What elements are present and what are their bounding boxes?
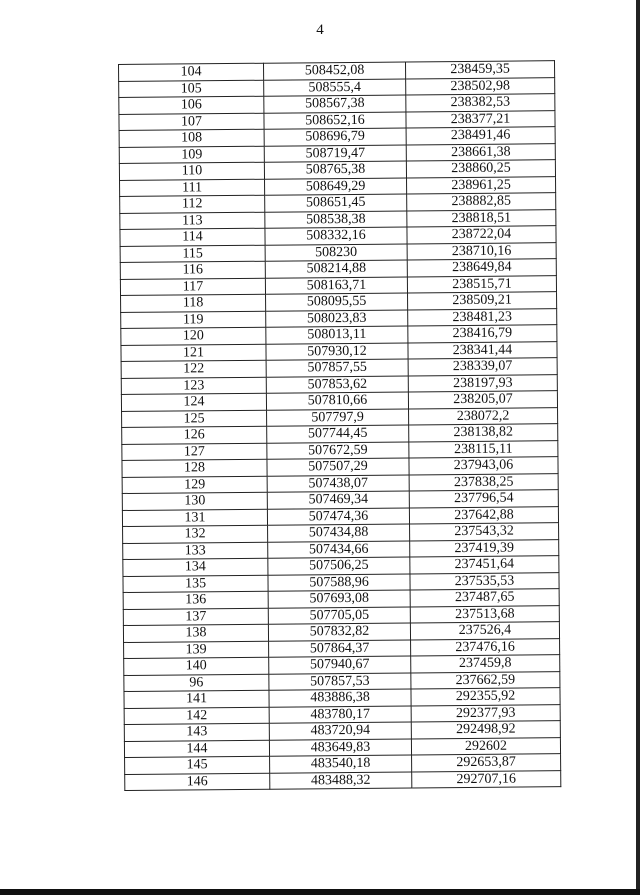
x-coordinate-cell: 508765,38 — [264, 161, 406, 179]
point-number-cell: 119 — [121, 311, 266, 329]
point-number-cell: 142 — [124, 707, 269, 725]
point-number-cell: 107 — [119, 113, 264, 131]
point-number-cell: 130 — [122, 492, 267, 510]
y-coordinate-cell: 237487,65 — [410, 589, 559, 607]
y-coordinate-cell: 237513,68 — [410, 605, 559, 623]
y-coordinate-cell: 238197,93 — [408, 374, 557, 392]
x-coordinate-cell: 507810,66 — [266, 392, 408, 410]
point-number-cell: 138 — [123, 624, 268, 642]
point-number-cell: 125 — [122, 410, 267, 428]
y-coordinate-cell: 237838,25 — [409, 473, 558, 491]
y-coordinate-cell: 237796,54 — [409, 490, 558, 508]
x-coordinate-cell: 507857,53 — [269, 672, 411, 690]
y-coordinate-cell: 238961,25 — [407, 176, 556, 194]
x-coordinate-cell: 507864,37 — [269, 639, 411, 657]
x-coordinate-cell: 507797,9 — [267, 408, 409, 426]
x-coordinate-cell: 507853,62 — [266, 375, 408, 393]
coordinates-table — [118, 60, 561, 791]
y-coordinate-cell: 237419,39 — [410, 539, 559, 557]
y-coordinate-cell: 238491,46 — [406, 127, 555, 145]
x-coordinate-cell: 507693,08 — [268, 590, 410, 608]
y-coordinate-cell: 237943,06 — [409, 457, 558, 475]
y-coordinate-cell: 237476,16 — [411, 638, 560, 656]
x-coordinate-cell: 483780,17 — [269, 705, 411, 723]
x-coordinate-cell: 508452,08 — [263, 62, 405, 80]
x-coordinate-cell: 507930,12 — [266, 342, 408, 360]
y-coordinate-cell: 238649,84 — [407, 259, 556, 277]
y-coordinate-cell: 292707,16 — [412, 770, 561, 788]
y-coordinate-cell: 238722,04 — [407, 226, 556, 244]
y-coordinate-cell: 238377,21 — [406, 110, 555, 128]
y-coordinate-cell: 238072,2 — [409, 407, 558, 425]
x-coordinate-cell: 507940,67 — [269, 656, 411, 674]
x-coordinate-cell: 483720,94 — [269, 722, 411, 740]
point-number-cell: 120 — [121, 327, 266, 345]
point-number-cell: 121 — [121, 344, 266, 362]
y-coordinate-cell: 238818,51 — [407, 209, 556, 227]
point-number-cell: 115 — [120, 245, 265, 263]
point-number-cell: 135 — [123, 575, 268, 593]
point-number-cell: 141 — [124, 690, 269, 708]
x-coordinate-cell: 507474,36 — [267, 507, 409, 525]
point-number-cell: 126 — [122, 426, 267, 444]
x-coordinate-cell: 508163,71 — [265, 276, 407, 294]
x-coordinate-cell: 508013,11 — [266, 326, 408, 344]
scan-edge-bottom — [0, 889, 640, 895]
point-number-cell: 110 — [119, 162, 264, 180]
y-coordinate-cell: 237662,59 — [411, 671, 560, 689]
x-coordinate-cell: 508651,45 — [265, 194, 407, 212]
x-coordinate-cell: 508095,55 — [266, 293, 408, 311]
x-coordinate-cell: 483540,18 — [270, 755, 412, 773]
x-coordinate-cell: 508719,47 — [264, 144, 406, 162]
y-coordinate-cell: 238341,44 — [408, 341, 557, 359]
point-number-cell: 105 — [119, 80, 264, 98]
page-number: 4 — [316, 22, 324, 38]
point-number-cell: 116 — [120, 261, 265, 279]
y-coordinate-cell: 237459,8 — [411, 655, 560, 673]
point-number-cell: 123 — [121, 377, 266, 395]
y-coordinate-cell: 237451,64 — [410, 556, 559, 574]
y-coordinate-cell: 238416,79 — [408, 325, 557, 343]
point-number-cell: 113 — [120, 212, 265, 230]
y-coordinate-cell: 238138,82 — [409, 424, 558, 442]
y-coordinate-cell: 238502,98 — [406, 77, 555, 95]
x-coordinate-cell: 483488,32 — [270, 771, 412, 789]
point-number-cell: 104 — [119, 63, 264, 81]
x-coordinate-cell: 507672,59 — [267, 441, 409, 459]
y-coordinate-cell: 238205,07 — [408, 391, 557, 409]
y-coordinate-cell: 238339,07 — [408, 358, 557, 376]
point-number-cell: 106 — [119, 96, 264, 114]
point-number-cell: 117 — [120, 278, 265, 296]
y-coordinate-cell: 238661,38 — [406, 143, 555, 161]
point-number-cell: 137 — [123, 608, 268, 626]
point-number-cell: 124 — [121, 393, 266, 411]
x-coordinate-cell: 507705,05 — [268, 606, 410, 624]
x-coordinate-cell: 508230 — [265, 243, 407, 261]
point-number-cell: 114 — [120, 228, 265, 246]
x-coordinate-cell: 508555,4 — [264, 78, 406, 96]
y-coordinate-cell: 238509,21 — [408, 292, 557, 310]
x-coordinate-cell: 507832,82 — [268, 623, 410, 641]
y-coordinate-cell: 238382,53 — [406, 94, 555, 112]
y-coordinate-cell: 238481,23 — [408, 308, 557, 326]
y-coordinate-cell: 292377,93 — [411, 704, 560, 722]
x-coordinate-cell: 483649,83 — [269, 738, 411, 756]
x-coordinate-cell: 508652,16 — [264, 111, 406, 129]
point-number-cell: 144 — [124, 740, 269, 758]
point-number-cell: 108 — [119, 129, 264, 147]
point-number-cell: 112 — [120, 195, 265, 213]
x-coordinate-cell: 508332,16 — [265, 227, 407, 245]
x-coordinate-cell: 508214,88 — [265, 260, 407, 278]
point-number-cell: 143 — [124, 723, 269, 741]
point-number-cell: 139 — [124, 641, 269, 659]
point-number-cell: 129 — [122, 476, 267, 494]
x-coordinate-cell: 508567,38 — [264, 95, 406, 113]
point-number-cell: 118 — [121, 294, 266, 312]
x-coordinate-cell: 508023,83 — [266, 309, 408, 327]
point-number-cell: 145 — [125, 756, 270, 774]
x-coordinate-cell: 507588,96 — [268, 573, 410, 591]
point-number-cell: 111 — [120, 179, 265, 197]
point-number-cell: 133 — [123, 542, 268, 560]
y-coordinate-cell: 292653,87 — [412, 754, 561, 772]
point-number-cell: 127 — [122, 443, 267, 461]
y-coordinate-cell: 238710,16 — [407, 242, 556, 260]
point-number-cell: 140 — [124, 657, 269, 675]
y-coordinate-cell: 292602 — [411, 737, 560, 755]
x-coordinate-cell: 507507,29 — [267, 458, 409, 476]
x-coordinate-cell: 508538,38 — [265, 210, 407, 228]
x-coordinate-cell: 507434,66 — [268, 540, 410, 558]
point-number-cell: 132 — [123, 525, 268, 543]
y-coordinate-cell: 238882,85 — [407, 193, 556, 211]
point-number-cell: 146 — [125, 773, 270, 791]
x-coordinate-cell: 507857,55 — [266, 359, 408, 377]
y-coordinate-cell: 238115,11 — [409, 440, 558, 458]
point-number-cell: 131 — [122, 509, 267, 527]
table-row — [125, 770, 561, 790]
x-coordinate-cell: 507744,45 — [267, 425, 409, 443]
y-coordinate-cell: 238459,35 — [405, 61, 554, 79]
scan-edge-right — [636, 0, 640, 895]
point-number-cell: 96 — [124, 674, 269, 692]
x-coordinate-cell: 483886,38 — [269, 689, 411, 707]
table-body — [119, 61, 561, 791]
x-coordinate-cell: 507438,07 — [267, 474, 409, 492]
y-coordinate-cell: 292355,92 — [411, 688, 560, 706]
y-coordinate-cell: 292498,92 — [411, 721, 560, 739]
y-coordinate-cell: 237543,32 — [410, 523, 559, 541]
point-number-cell: 128 — [122, 459, 267, 477]
y-coordinate-cell: 237535,53 — [410, 572, 559, 590]
x-coordinate-cell: 507434,88 — [268, 524, 410, 542]
point-number-cell: 109 — [119, 146, 264, 164]
y-coordinate-cell: 237642,88 — [409, 506, 558, 524]
point-number-cell: 134 — [123, 558, 268, 576]
x-coordinate-cell: 507506,25 — [268, 557, 410, 575]
y-coordinate-cell: 237526,4 — [410, 622, 559, 640]
y-coordinate-cell: 238860,25 — [406, 160, 555, 178]
x-coordinate-cell: 507469,34 — [267, 491, 409, 509]
point-number-cell: 122 — [121, 360, 266, 378]
y-coordinate-cell: 238515,71 — [407, 275, 556, 293]
x-coordinate-cell: 508696,79 — [264, 128, 406, 146]
x-coordinate-cell: 508649,29 — [265, 177, 407, 195]
point-number-cell: 136 — [123, 591, 268, 609]
